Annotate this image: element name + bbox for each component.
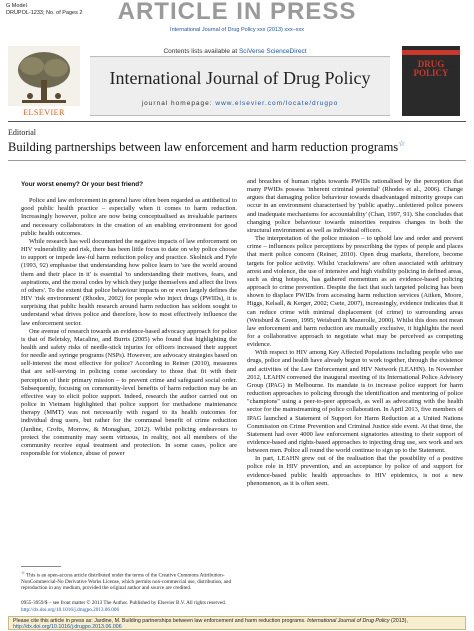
cite-prefix: Please cite this article in press as: Jardine, M. Building partnerships between law enforcement and harm reduction programs.: [13, 618, 308, 624]
journal-title: International Journal of Drug Policy: [109, 68, 371, 88]
publication-info: [21, 600, 321, 613]
paragraph: and breaches of human rights towards PWIDs rationalised by the perception that many PWIDs possess 'inherent criminal potential' (Rhodes et al., 2006). Change argues that damaging police behaviour towards disadvantaged minority groups can occur in an environment characterised by 'public apathy...unfettered police powers and inadequate mechanisms for accountability' (Chan, 1997, 91). She concludes that changing police behaviour towards minorities requires changes in both the structural environment as well as individual officers.: [247, 178, 463, 234]
cite-journal: International Journal of Drug Policy: [307, 618, 390, 624]
footnote-divider: [21, 566, 61, 567]
publisher-name: ELSEVIER: [23, 108, 65, 117]
cover-title: DRUG POLICY: [413, 59, 449, 78]
title-footnote-mark[interactable]: ☆: [398, 139, 406, 148]
left-column: [21, 181, 237, 458]
citation-box: [8, 616, 466, 630]
pages-label: DRUPOL-1233; No. of Pages 2: [6, 10, 83, 16]
title-divider: [8, 160, 466, 161]
article-type: Editorial: [8, 128, 36, 137]
model-label: G Model: [6, 3, 27, 9]
doi-link[interactable]: http://dx.doi.org/10.1016/j.drugpo.2013.06.006: [21, 606, 120, 613]
contents-prefix: Contents lists available at: [163, 48, 239, 55]
article-title: [8, 139, 468, 155]
contents-line: [90, 48, 380, 55]
homepage-link[interactable]: www.elsevier.com/locate/drugpo: [215, 100, 339, 107]
header-divider: [8, 121, 466, 122]
elsevier-tree-icon: [8, 46, 80, 116]
paragraph: The interpretation of the police mission – to uphold law and order and prevent crime – influences police perceptions by prescribing the types of people and places that merit police concern (Reiner, 2010). Open drug markets, therefore, become targets for police activity. Whilst 'crackdowns' are often associated with arbitrary arrest and violence, the use of intensive and high visibility policing in defined areas, such as drug hotspots, has gathered momentum as an evidence-based policing approach to crime prevention. Despite the fact that such targeted policing has been shown to displace PWIDs from accessing harm reduction services (Aitken, Moore, Higgs, Kelsall, & Kerger, 2002; Csete, 2007), increasingly, evidence indicates that it can reduce crime with minimal displacement (of crime) to surrounding areas (Weisburd & Green, 1995; Weisburd & Mazerolle, 2000). Whilst this does not mean law enforcement and harm reduction are mutually exclusive, it highlights the need for a collaborative approach to negotiate what may be perceived as competing evidence.: [247, 235, 463, 349]
journal-homepage-line: [90, 100, 390, 107]
journal-cover-image: [402, 46, 460, 116]
cover-band: [402, 50, 460, 55]
article-in-press-banner: ARTICLE IN PRESS: [117, 0, 357, 25]
footnote-mark: ☆: [21, 570, 25, 575]
footnote: [21, 570, 237, 591]
right-column: [247, 178, 463, 488]
homepage-prefix: journal homepage:: [141, 100, 216, 107]
journal-citation-link[interactable]: International Journal of Drug Policy xxx (2013) xxx–xxx: [170, 27, 304, 33]
paragraph: One avenue of research towards an evidence-based advocacy approach for police is that of Beletsky, Macalino, and Burris (2005) who found that highlighting the health and safety risks of needle-stick injuries for officers increased their support for needle and syringe programs (NSPs). However, are advocacy strategies based on self-interest the most effective for police? According to Reiner (2010), measures that are self-serving in policing come secondary to those that fit with their perception of their primary mission – to prevent crime and safeguard social order. Subsequently, focusing on community-level benefits of harm reduction may be an effective way to elicit police support. Indeed, research the author carried out on police in Vietnam highlighted that police support for methadone maintenance therapy (MMT) was not necessarily with regard to its health outcomes for individual drug users, but rather for the communal benefit of crime reduction (Jardine, Crofts, Morrow, & Monaghan, 2012). Whilst policing endeavours to protect the community may seem virtuous, in reality, not all members of the community receive equal treatment and protection. In some cases, police are responsible for violence, abuse of power: [21, 327, 237, 457]
article-title-text: Building partnerships between law enforcement and harm reduction programs: [8, 140, 399, 155]
paragraph: With respect to HIV among Key Affected Populations including people who use drugs, police and health have already begun to work together, through the existence and activities of the Law Enforcement and HIV Network (LEAHN). In November 2012, LEAHN convened the inaugural meeting of its International Police Advisory Group (IPAG) in Melbourne. Its mandate is to increase police support for harm reduction approaches to policing through the identification and mentoring of police "champions" using a peer-to-peer approach, as well as advocating with the health sector for the mainstreaming of police collaboration. In April 2013, five members of IPAG launched a Statement of Support for Harm Reduction at a United Nations Commission on Crime Prevention and Criminal Justice side event. At that time, the Statement had over 4000 law enforcement signatories attesting to their support of evidence-based and rights-based approaches to injecting drug use, sex work and sex between men. Police all round the world continue to sign up to the Statement.: [247, 349, 463, 455]
footnote-text: This is an open-access article distributed under the terms of the Creative Commons Attribution-NonCommercial-No Derivative Works License, which permits non-commercial use, distribution, and reproduction in any medium, provided the original author and source are credited.: [21, 572, 232, 592]
paragraph: While research has well documented the negative impacts of law enforcement on HIV vulnerability and risk, there has been little focus to date on why police choose to support or impede law-ful harm reduction policy and practice. Skolnick and Fyfe (1993, 92) emphasise that understanding how police learn to 'see the world around them and their place in it' is essential 'to understanding their motives, fears, and aspirations, and the moral codes by which they judge themselves and affect the lives of others'. To the extent that police behaviour impacts on or even largely defines the HIV 'risk environment' (Rhodes, 2002) for people who inject drugs (PWIDs), it is surprising that public health research around harm reduction has seldom sought to understand what drives police and therefore, how to most effectively influence the law enforcement sector.: [21, 237, 237, 327]
paragraph: Police and law enforcement in general have often been regarded as antithetical to good public health practice – especially when it comes to harm reduction. Increasingly however, police are now being conceptualised as invaluable partners and necessary collaborators in the creation of an enabling environment for good public health outcomes.: [21, 197, 237, 237]
sciencedirect-link[interactable]: SciVerse ScienceDirect: [238, 48, 307, 55]
section-heading: Your worst enemy? Or your best friend?: [21, 181, 144, 188]
paragraph: In part, LEAHN grew out of the realisation that the possibility of a positive police role in HIV prevention, and an acceptance by police of and support for evidence-based public health approaches to HIV epidemics, is not a new phenomenon, as it is often seen.: [247, 455, 463, 487]
issn-line: 0955-3959/$ – see front matter © 2013 The Author. Published by Elsevier B.V. All rights reserved.: [21, 600, 227, 606]
cite-doi-link[interactable]: http://dx.doi.org/10.1016/j.drugpo.2013.06.006: [13, 624, 122, 630]
cite-mid: (2013),: [389, 618, 408, 624]
